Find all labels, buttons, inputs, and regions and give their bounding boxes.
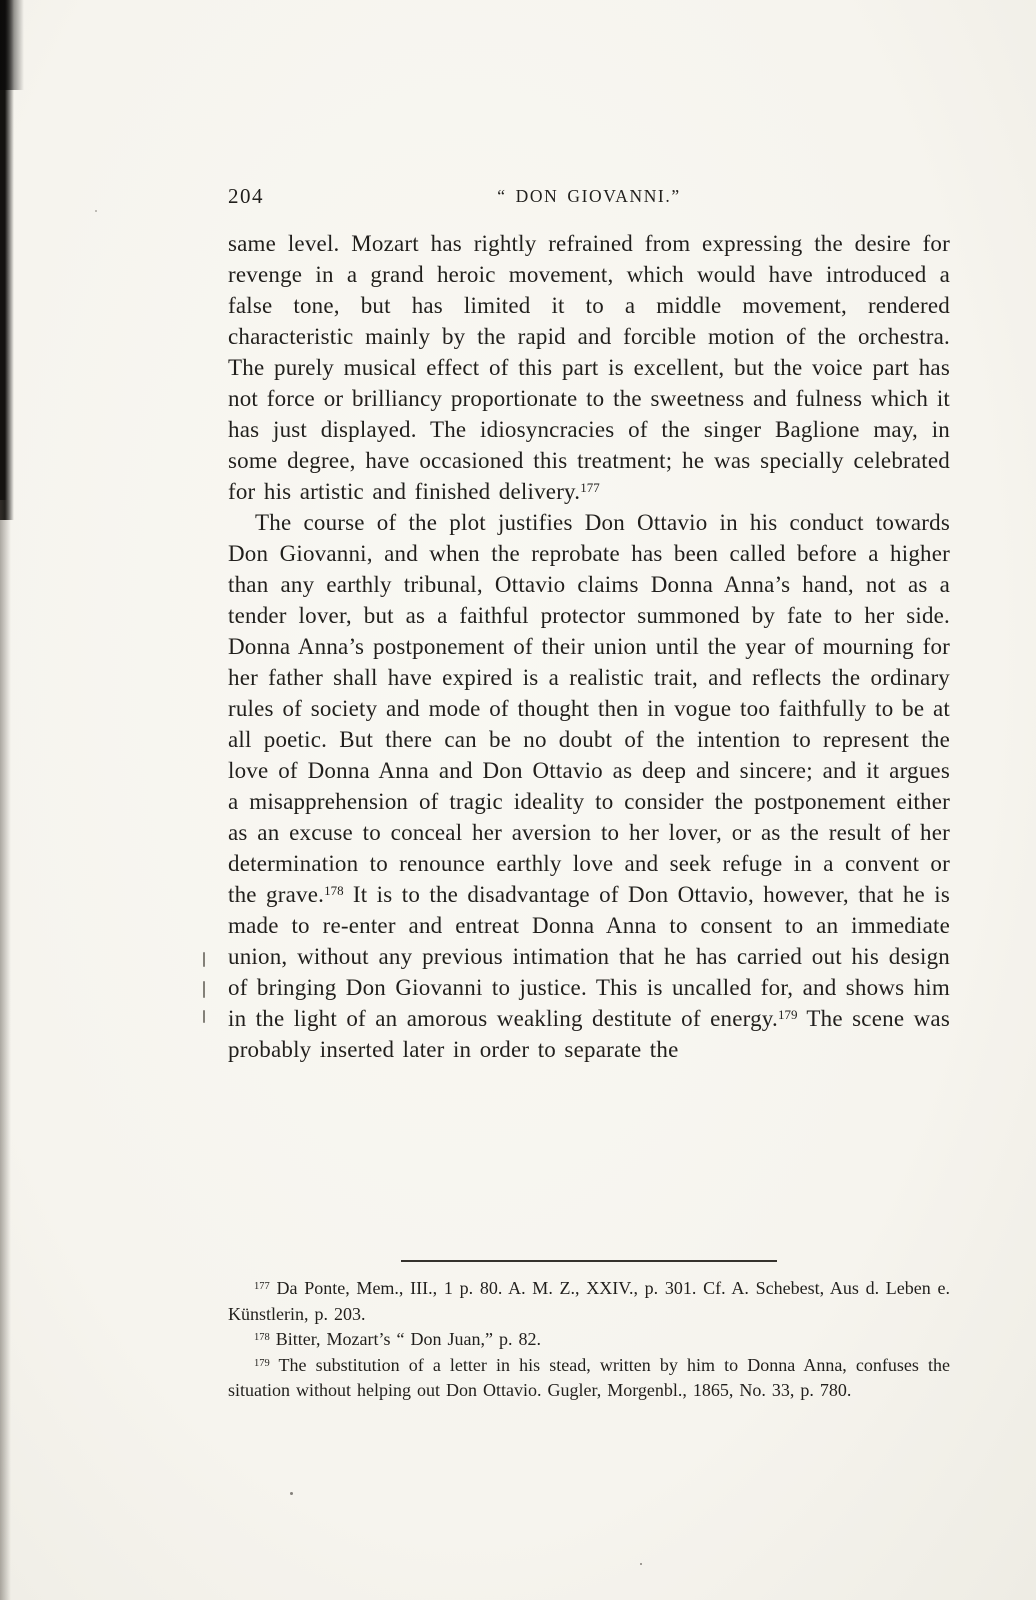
margin-pencil-mark: [203, 952, 205, 967]
footnote-block: [228, 1260, 950, 1404]
footnote-ref: 179: [254, 1357, 270, 1369]
margin-pencil-mark: [203, 1010, 205, 1023]
running-title: “ DON GIOVANNI.”: [497, 186, 681, 206]
scan-speck: [640, 1563, 642, 1565]
footnote: $^{179}$ The substitution of a letter in his stead, written by him to Donna Anna, confuses the situation without helping out Don Ottavio. Gugler, Morgenbl., 1865, No. 33, p. 780.: [228, 1354, 950, 1400]
page-header: [228, 182, 950, 218]
paragraph: same level. Mozart has rightly refrained from expressing the desire for revenge in a grand heroic movement, which would have introduced a false tone, but has limited it to a middle movement, rendered characteristic mainly by the rapid and forcible motion of the orchestra. The purely musical effect of this part is excellent, but the voice part has not force or brilliancy proportionate to the sweetness and fulness which it has just displayed. The idiosyncracies of the singer Baglione may, in some degree, have occasioned this treatment; he was specially celebrated for his artistic and finished delivery.$^{177}$: [228, 231, 950, 504]
text-block: [228, 182, 950, 1065]
margin-pencil-mark: [203, 981, 205, 998]
footnote-ref: 177: [580, 480, 600, 495]
body-text: [228, 228, 950, 1065]
scan-speck: [290, 1492, 293, 1495]
footnote-ref: 179: [777, 1007, 798, 1022]
scan-edge-blotch: [0, 0, 24, 90]
scan-speck: [95, 210, 97, 212]
footnote: $^{177}$ Da Ponte, Mem., III., 1 p. 80. A. M. Z., XXIV., p. 301. Cf. A. Schebest, Aus d. Leben e. Künstlerin, p. 203.: [228, 1278, 950, 1324]
footnotes: [228, 1276, 950, 1404]
paragraph: The course of the plot justifies Don Ottavio in his conduct towards Don Giovanni, and when the reprobate has been called before a higher than any earthly tribunal, Ottavio claims Donna Anna’s hand, not as a tender lover, but as a faithful protector summoned by fate to her side. Donna Anna’s postponement of their union until the year of mourning for her father shall have expired is a realistic trait, and reflects the ordinary rules of society and mode of thought then in vogue too faithfully to be at all poetic. But there can be no doubt of the intention to represent the love of Donna Anna and Don Ottavio as deep and sincere; and it argues a misapprehension of tragic ideality to consider the postponement either as an excuse to conceal her aversion to her lover, or as the result of her determination to renounce earthly love and seek refuge in a convent or the grave.$^{178}$ It is to the disadvantage of Don Ottavio, however, that he is made to re-enter and entreat Donna Anna to consent to an immediate union, without any previous intimation that he has carried out his design of bringing Don Giovanni to justice. This is uncalled for, and shows him in the light of an amorous weakling destitute of energy.$^{179}$ The scene was probably inserted later in order to separate the: [228, 510, 950, 1062]
footnote-ref: 178: [324, 883, 344, 898]
page-number: 204: [228, 184, 264, 208]
footnote: $^{178}$ Bitter, Mozart’s “ Don Juan,” p. 82.: [254, 1329, 541, 1349]
footnote-ref: 177: [254, 1281, 270, 1292]
scan-edge-shadow-bottom: [0, 500, 11, 1600]
footnote-ref: 178: [254, 1332, 270, 1343]
footnote-separator: [401, 1260, 777, 1262]
